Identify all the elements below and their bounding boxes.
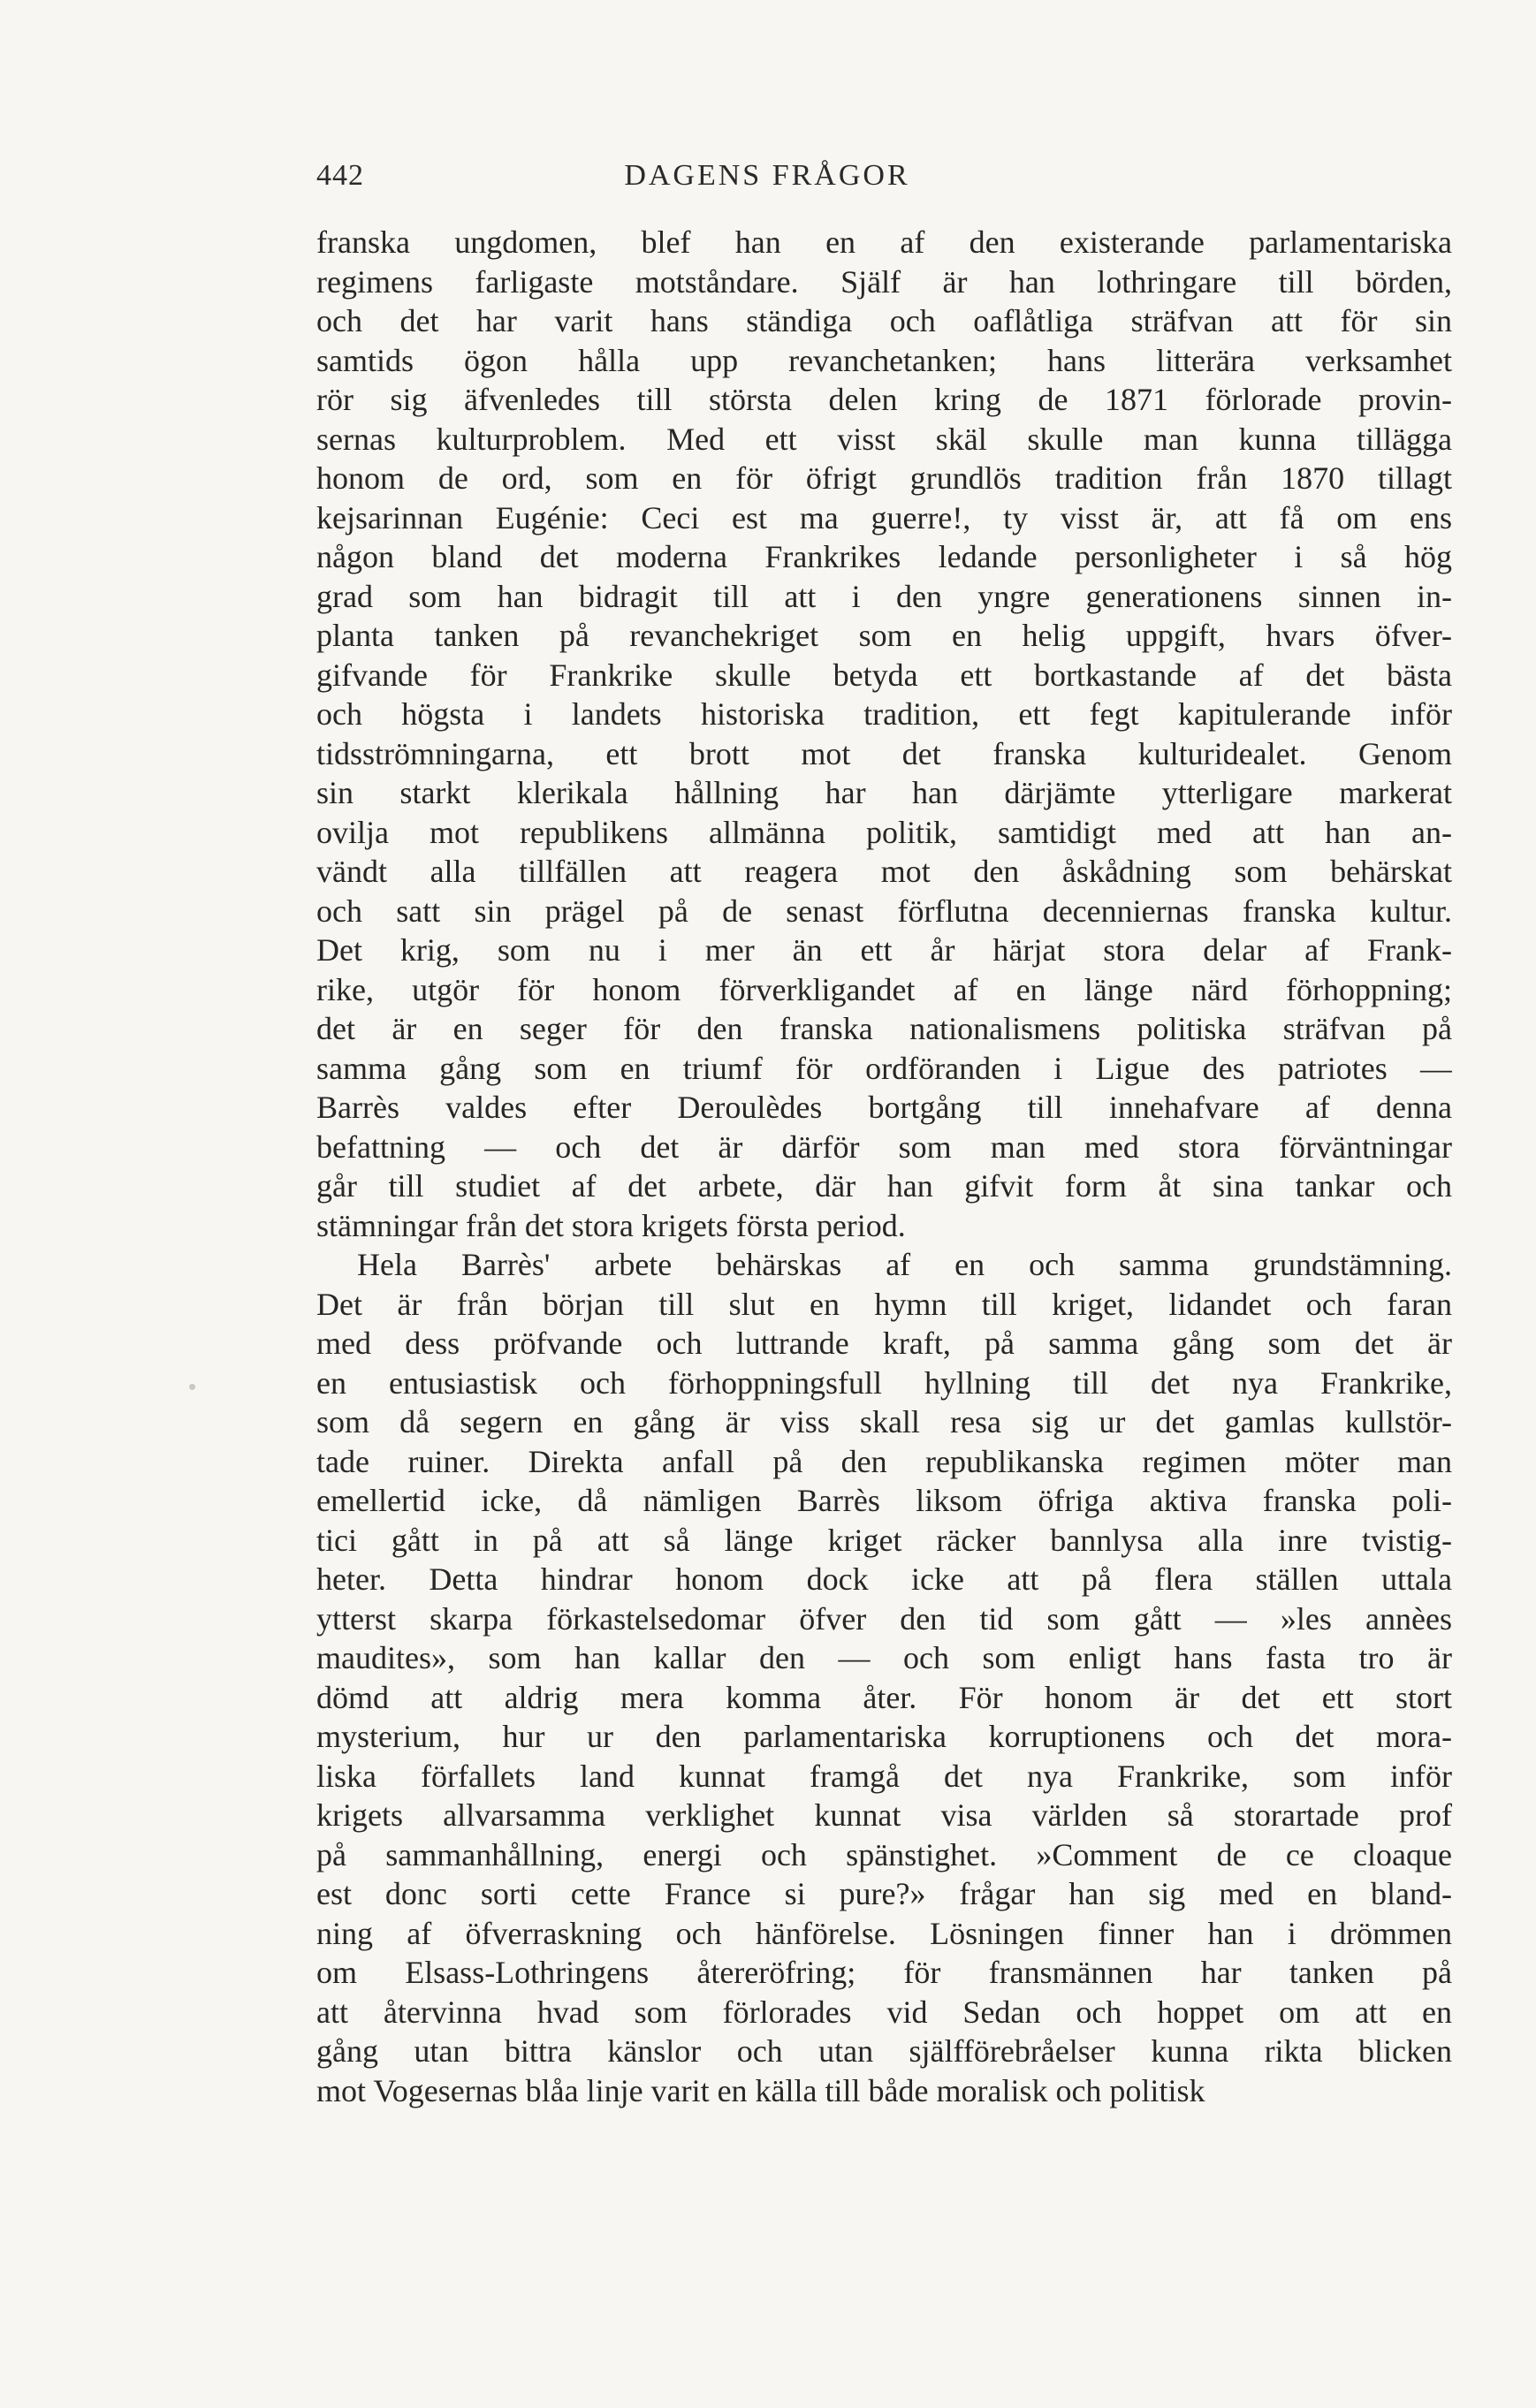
- text-line: befattning — och det är därför som man med stora förväntningar: [316, 1128, 1452, 1165]
- text-line: om Elsass-Lothringens återeröfring; för fransmännen har tanken på: [316, 1955, 1452, 1990]
- text-line: gång utan bittra känslor och utan själfförebråelser kunna rikta blicken: [316, 2033, 1452, 2069]
- text-line: franska ungdomen, blef han en af den existerande parlamentariska: [316, 224, 1452, 260]
- text-line: tade ruiner. Direkta anfall på den republikanska regimen möter man: [316, 1443, 1452, 1479]
- text-line: krigets allvarsamma verklighet kunnat visa världen så storartade prof: [316, 1797, 1452, 1833]
- text-line: rör sig äfvenledes till största delen kring de 1871 förlorade provin-: [316, 382, 1452, 417]
- text-line: ytterst skarpa förkastelsedomar öfver den tid som gått — »les annèes: [316, 1600, 1452, 1637]
- text-line: tici gått in på att så länge kriget räcker bannlysa alla inre tvistig-: [316, 1522, 1452, 1558]
- paragraph-2: [316, 1245, 1452, 2110]
- text-line: och satt sin prägel på de senast förflutna decenniernas franska kultur.: [316, 893, 1452, 929]
- text-line: rike, utgör för honom förverkligandet af en länge närd förhoppning;: [316, 971, 1452, 1007]
- text-line: est donc sorti cette France si pure?» frågar han sig med en bland-: [316, 1876, 1452, 1911]
- paper-speck: [189, 1384, 195, 1390]
- page-number: 442: [316, 159, 364, 192]
- text-line: mot Vogesernas blåa linje varit en källa till både moralisk och politisk: [316, 2072, 1205, 2108]
- text-line: samtids ögon hålla upp revanchetanken; hans litterära verksamhet: [316, 342, 1452, 378]
- text-line: emellertid icke, då nämligen Barrès liksom öfriga aktiva franska poli-: [316, 1483, 1452, 1518]
- running-title: DAGENS FRÅGOR: [624, 159, 910, 192]
- text-line: sernas kulturproblem. Med ett visst skäl skulle man kunna tillägga: [316, 421, 1452, 457]
- text-line: som då segern en gång är viss skall resa sig ur det gamlas kullstör-: [316, 1404, 1452, 1439]
- text-line: honom de ord, som en för öfrigt grundlös tradition från 1870 tillagt: [316, 460, 1452, 496]
- text-line: Hela Barrès' arbete behärskas af en och samma grundstämning.: [357, 1247, 1452, 1282]
- text-line: att återvinna hvad som förlorades vid Sedan och hoppet om att en: [316, 1994, 1452, 2030]
- text-line: stämningar från det stora krigets första period.: [316, 1207, 906, 1243]
- text-line: med dess pröfvande och luttrande kraft, på samma gång som det är: [316, 1326, 1452, 1361]
- paragraph-1: [316, 223, 1452, 1245]
- text-line: tidsströmningarna, ett brott mot det franska kulturidealet. Genom: [316, 735, 1452, 771]
- text-line: ning af öfverraskning och hänförelse. Lösningen finner han i drömmen: [316, 1915, 1452, 1951]
- text-line: heter. Detta hindrar honom dock icke att på flera ställen uttala: [316, 1561, 1452, 1597]
- text-line: och högsta i landets historiska tradition, ett fegt kapitulerande inför: [316, 696, 1452, 732]
- text-line: någon bland det moderna Frankrikes ledande personligheter i så hög: [316, 539, 1452, 574]
- text-line: en entusiastisk och förhoppningsfull hyllning till det nya Frankrike,: [316, 1364, 1452, 1401]
- body-text: [316, 223, 1452, 2110]
- page-header: [316, 159, 1218, 212]
- text-line: vändt alla tillfällen att reagera mot den åskådning som behärskat: [316, 854, 1452, 889]
- text-line: planta tanken på revanchekriget som en helig uppgift, hvars öfver-: [316, 618, 1452, 653]
- text-line: dömd att aldrig mera komma åter. För honom är det ett stort: [316, 1679, 1452, 1715]
- text-line: Det är från början till slut en hymn till kriget, lidandet och faran: [316, 1286, 1452, 1322]
- text-line: liska förfallets land kunnat framgå det nya Frankrike, som inför: [316, 1758, 1452, 1794]
- text-line: Det krig, som nu i mer än ett år härjat stora delar af Frank-: [316, 932, 1452, 968]
- text-line: gifvande för Frankrike skulle betyda ett bortkastande af det bästa: [316, 657, 1452, 693]
- text-line: det är en seger för den franska nationalismens politiska sträfvan på: [316, 1011, 1452, 1046]
- text-line: samma gång som en triumf för ordföranden i Ligue des patriotes —: [316, 1050, 1452, 1086]
- text-line: kejsarinnan Eugénie: Ceci est ma guerre!, ty visst är, att få om ens: [316, 499, 1452, 536]
- text-line: Barrès valdes efter Deroulèdes bortgång till innehafvare af denna: [316, 1090, 1452, 1125]
- text-line: mysterium, hur ur den parlamentariska korruptionens och det mora-: [316, 1719, 1452, 1754]
- text-line: går till studiet af det arbete, där han gifvit form åt sina tankar och: [316, 1168, 1452, 1204]
- text-line: ovilja mot republikens allmänna politik, samtidigt med att han an-: [316, 814, 1452, 850]
- text-line: maudites», som han kallar den — och som enligt hans fasta tro är: [316, 1640, 1452, 1675]
- text-line: på sammanhållning, energi och spänstighet. »Comment de ce cloaque: [316, 1836, 1452, 1872]
- text-line: och det har varit hans ständiga och oaflåtliga sträfvan att för sin: [316, 303, 1452, 338]
- text-line: regimens farligaste motståndare. Själf är han lothringare till börden,: [316, 263, 1452, 300]
- text-line: grad som han bidragit till att i den yngre generationens sinnen in-: [316, 578, 1452, 614]
- text-line: sin starkt klerikala hållning har han därjämte ytterligare markerat: [316, 775, 1452, 810]
